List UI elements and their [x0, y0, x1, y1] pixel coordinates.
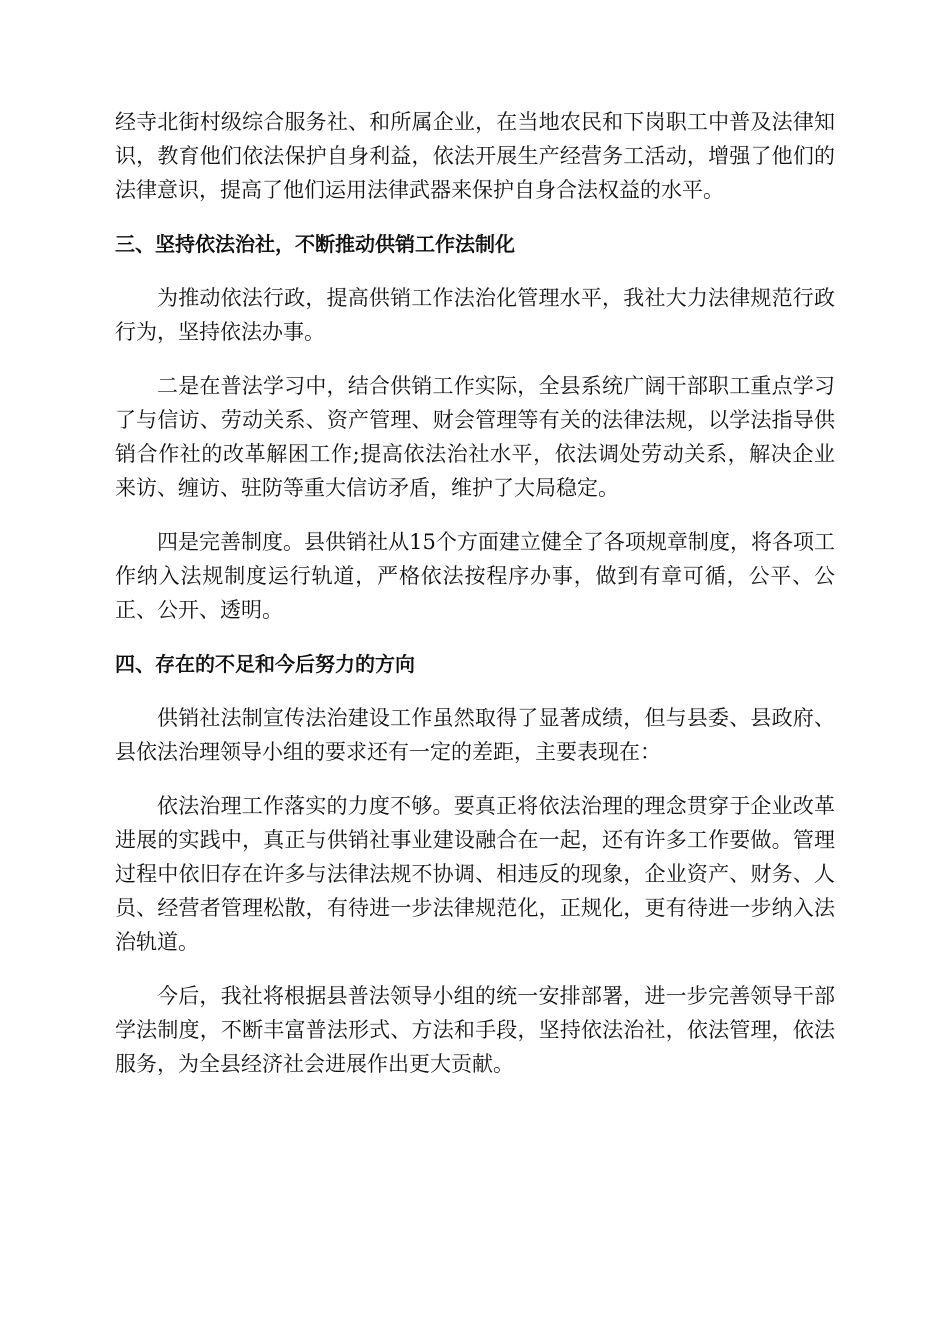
document-page: [115, 105, 835, 1101]
paragraph-section3-2: 二是在普法学习中，结合供销工作实际，全县系统广阔干部职工重点学习了与信访、劳动关系、资产管理、财会管理等有关的法律法规，以学法指导供销合作社的改革解困工作;提高依法治社水平，依法调处劳动关系，解决企业来访、缠访、驻防等重大信访矛盾，维护了大局稳定。: [115, 374, 835, 500]
section-heading-3: 三、坚持依法治社，不断推动供销工作法制化: [115, 232, 515, 256]
paragraph-section3-1: 为推动依法行政，提高供销工作法治化管理水平，我社大力法律规范行政行为，坚持依法办事。: [115, 286, 835, 344]
section-heading-4: 四、存在的不足和今后努力的方向: [115, 652, 415, 676]
paragraph-intro-continued: 经寺北街村级综合服务社、和所属企业，在当地农民和下岗职工中普及法律知识，教育他们依法保护自身利益，依法开展生产经营务工活动，增强了他们的法律意识，提高了他们运用法律武器来保护自身合法权益的水平。: [115, 110, 835, 202]
paragraph-section4-1: 供销社法制宣传法治建设工作虽然取得了显著成绩，但与县委、县政府、县依法治理领导小组的要求还有一定的差距，主要表现在：: [115, 706, 835, 764]
paragraph-section4-2: 依法治理工作落实的力度不够。要真正将依法治理的理念贯穿于企业改革进展的实践中，真正与供销社事业建设融合在一起，还有许多工作要做。管理过程中依旧存在许多与法律法规不协调、相违反的现象，企业资产、财务、人员、经营者管理松散，有待进一步法律规范化，正规化，更有待进一步纳入法治轨道。: [115, 794, 835, 954]
paragraph-section4-3: 今后，我社将根据县普法领导小组的统一安排部署，进一步完善领导干部学法制度，不断丰富普法形式、方法和手段，坚持依法治社，依法管理，依法服务，为全县经济社会进展作出更大贡献。: [115, 984, 835, 1076]
paragraph-section3-3: 四是完善制度。县供销社从15个方面建立健全了各项规章制度，将各项工作纳入法规制度运行轨道，严格依法按程序办事，做到有章可循，公平、公正、公开、透明。: [115, 530, 835, 622]
